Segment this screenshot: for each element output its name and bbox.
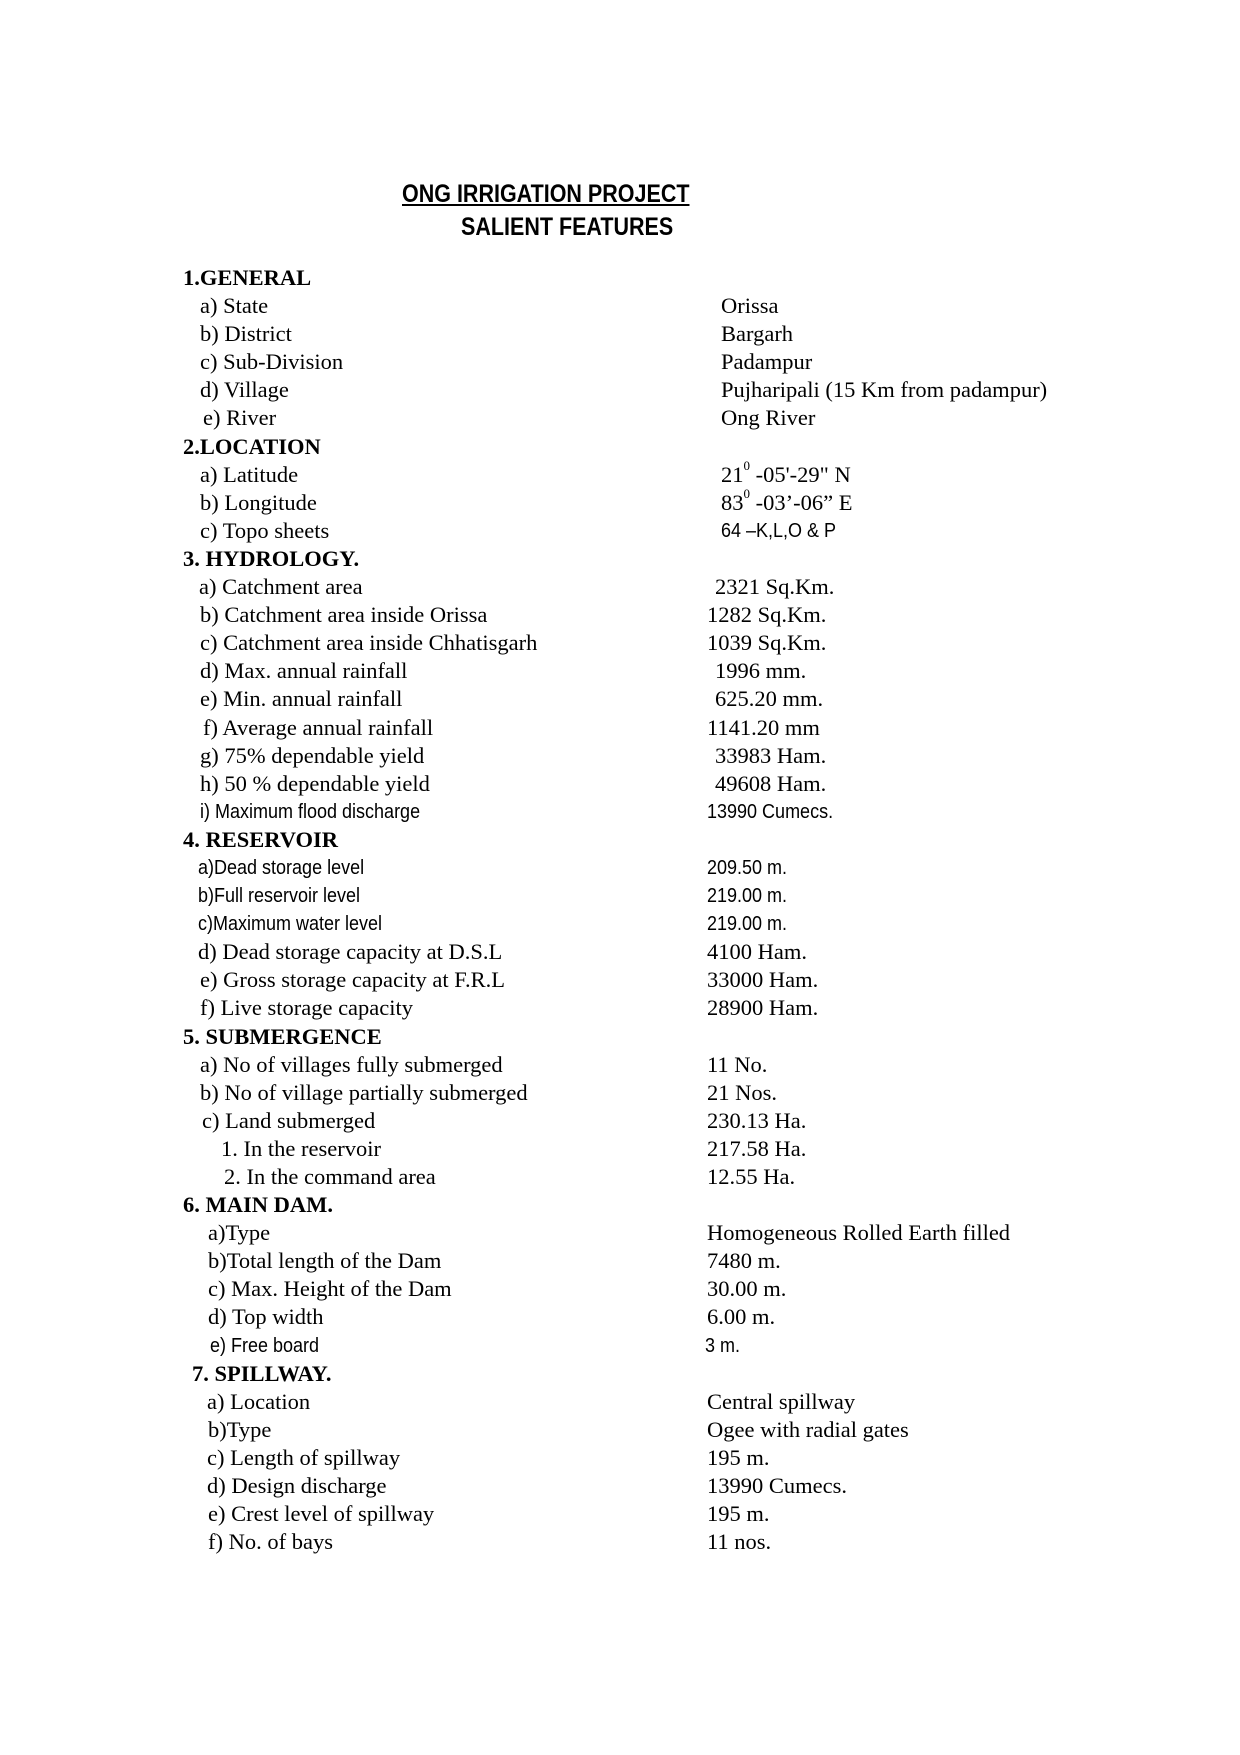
feature-label: f) No. of bays xyxy=(208,1529,333,1555)
section-heading xyxy=(0,1360,1240,1388)
feature-value-text: 209.50 m. xyxy=(707,856,788,879)
feature-value-text: 4100 Ham. xyxy=(707,939,807,965)
feature-value xyxy=(707,938,807,966)
feature-value-text: 219.00 m. xyxy=(707,913,788,936)
feature-label: c) Land submerged xyxy=(202,1107,376,1133)
feature-value xyxy=(707,714,820,742)
feature-value-text: 625.20 mm. xyxy=(715,686,824,712)
feature-value-text: 195 m. xyxy=(707,1444,770,1470)
feature-row xyxy=(0,1500,1240,1528)
feature-row xyxy=(0,1247,1240,1275)
feature-value-text: 33000 Ham. xyxy=(707,967,819,993)
feature-label: c)Maximum water level xyxy=(198,913,383,936)
feature-value-text: 230.13 Ha. xyxy=(707,1107,807,1133)
feature-value-text: Ong River xyxy=(721,405,816,431)
feature-value xyxy=(707,1416,909,1444)
feature-row xyxy=(0,938,1240,966)
feature-value-text: 33983 Ham. xyxy=(715,742,827,768)
feature-row xyxy=(0,1051,1240,1079)
feature-row xyxy=(0,714,1240,742)
feature-value xyxy=(707,966,818,994)
feature-label: e) Free board xyxy=(210,1334,320,1357)
feature-value-text: 217.58 Ha. xyxy=(707,1135,807,1161)
feature-label: b)Type xyxy=(208,1416,272,1442)
feature-value-text: 1141.20 mm xyxy=(707,714,820,740)
feature-value-text: Ogee with radial gates xyxy=(707,1416,909,1442)
feature-value xyxy=(705,1332,740,1360)
feature-value xyxy=(707,629,826,657)
feature-label: d) Dead storage capacity at D.S.L xyxy=(198,939,503,965)
feature-value xyxy=(707,910,787,938)
feature-value xyxy=(707,1219,1010,1247)
feature-label: c) Topo sheets xyxy=(200,517,330,543)
feature-label: a) No of villages fully submerged xyxy=(200,1051,503,1077)
feature-row xyxy=(0,1107,1240,1135)
feature-value-text: Padampur xyxy=(721,349,813,375)
feature-value xyxy=(707,1444,770,1472)
section-heading xyxy=(0,826,1240,854)
feature-label: c) Max. Height of the Dam xyxy=(208,1276,452,1302)
feature-value-text: 12.55 Ha. xyxy=(707,1164,796,1189)
feature-value xyxy=(707,1528,771,1556)
feature-label: b) Catchment area inside Orissa xyxy=(200,602,488,628)
feature-label: a) Catchment area xyxy=(199,574,363,600)
feature-value xyxy=(721,376,1047,404)
feature-value xyxy=(721,486,853,517)
feature-row xyxy=(0,458,1240,489)
feature-row xyxy=(0,601,1240,629)
feature-row xyxy=(0,1388,1240,1416)
feature-value xyxy=(707,1107,806,1135)
feature-value-rest: -03’-06” E xyxy=(750,489,853,515)
feature-value-text: 49608 Ham. xyxy=(715,770,827,796)
feature-value xyxy=(707,1163,795,1191)
feature-value xyxy=(707,1275,786,1303)
feature-label: d) Max. annual rainfall xyxy=(200,658,408,684)
feature-label: 1. In the reservoir xyxy=(221,1135,381,1161)
feature-row xyxy=(0,742,1240,770)
feature-value xyxy=(715,685,823,713)
feature-row xyxy=(0,1416,1240,1444)
feature-row xyxy=(0,404,1240,432)
feature-value xyxy=(721,404,815,432)
feature-row xyxy=(0,1275,1240,1303)
feature-row xyxy=(0,1303,1240,1331)
feature-label: c) Sub-Division xyxy=(200,349,344,375)
document-subtitle: SALIENT FEATURES xyxy=(461,213,674,241)
feature-row xyxy=(0,1472,1240,1500)
feature-label: a) Latitude xyxy=(200,461,299,487)
feature-row xyxy=(0,685,1240,713)
feature-row xyxy=(0,1444,1240,1472)
feature-value xyxy=(707,854,787,882)
feature-label: c) Catchment area inside Chhatisgarh xyxy=(200,630,538,656)
feature-value xyxy=(715,657,806,685)
feature-row xyxy=(0,910,1240,938)
feature-value-text: 21 Nos. xyxy=(707,1079,778,1105)
feature-label: d) Village xyxy=(200,377,289,403)
feature-value-text: 83 xyxy=(721,489,744,515)
feature-value xyxy=(715,573,834,601)
feature-value-rest: -05'-29" N xyxy=(750,461,851,487)
feature-value-text: 7480 m. xyxy=(707,1248,781,1274)
section-heading xyxy=(0,1023,1240,1051)
feature-row xyxy=(0,1219,1240,1247)
feature-row xyxy=(0,1528,1240,1556)
feature-row xyxy=(0,657,1240,685)
feature-value-text: 13990 Cumecs. xyxy=(707,800,834,823)
feature-value-text: 11 No. xyxy=(707,1051,768,1077)
feature-label: a) Location xyxy=(207,1388,311,1414)
degree-superscript: 0 xyxy=(743,458,750,474)
section-title: 5. SUBMERGENCE xyxy=(183,1023,382,1049)
feature-value xyxy=(707,1247,781,1275)
feature-row xyxy=(0,854,1240,882)
feature-value-text: 1282 Sq.Km. xyxy=(707,602,827,628)
feature-label: b) District xyxy=(200,321,292,347)
section-title: 1.GENERAL xyxy=(183,265,312,290)
feature-row xyxy=(0,348,1240,376)
feature-row xyxy=(0,486,1240,517)
section-title: 3. HYDROLOGY. xyxy=(183,545,360,571)
feature-value xyxy=(721,517,836,545)
section-title: 6. MAIN DAM. xyxy=(183,1192,333,1218)
feature-value-text: 1039 Sq.Km. xyxy=(707,630,827,656)
feature-value xyxy=(715,742,826,770)
feature-row xyxy=(0,798,1240,826)
feature-label: b) Longitude xyxy=(200,489,317,515)
feature-value xyxy=(721,458,851,489)
feature-value-text: 30.00 m. xyxy=(707,1276,787,1302)
feature-label: e) Crest level of spillway xyxy=(208,1501,435,1527)
feature-label: i) Maximum flood discharge xyxy=(200,800,421,823)
feature-row xyxy=(0,320,1240,348)
feature-label: b)Full reservoir level xyxy=(198,885,361,908)
section-title: 4. RESERVOIR xyxy=(183,826,339,852)
feature-row xyxy=(0,1135,1240,1163)
feature-label: e) Min. annual rainfall xyxy=(200,686,403,712)
feature-label: a)Dead storage level xyxy=(198,856,365,879)
feature-value xyxy=(707,1135,806,1163)
feature-value-text: 28900 Ham. xyxy=(707,995,819,1021)
feature-value-text: Bargarh xyxy=(721,321,794,347)
feature-value-text: Orissa xyxy=(721,293,779,319)
feature-row xyxy=(0,882,1240,910)
feature-row xyxy=(0,994,1240,1022)
feature-value-text: Homogeneous Rolled Earth filled xyxy=(707,1220,1011,1246)
section-title: 2.LOCATION xyxy=(183,433,321,459)
feature-row xyxy=(0,629,1240,657)
document-title: ONG IRRIGATION PROJECT xyxy=(402,180,690,208)
section-heading xyxy=(0,1191,1240,1219)
feature-value-text: 64 –K,L,O & P xyxy=(721,519,837,542)
feature-row xyxy=(0,1332,1240,1360)
feature-label: a) State xyxy=(200,293,269,319)
feature-value xyxy=(707,1051,767,1079)
feature-value xyxy=(721,320,793,348)
feature-value-text: 6.00 m. xyxy=(707,1304,776,1330)
feature-value xyxy=(707,1472,847,1500)
feature-row xyxy=(0,292,1240,320)
feature-value xyxy=(707,1079,777,1107)
feature-value xyxy=(707,1500,770,1528)
feature-label: f) Live storage capacity xyxy=(200,995,414,1021)
feature-value xyxy=(721,348,812,376)
feature-label: b)Total length of the Dam xyxy=(208,1248,442,1274)
feature-value xyxy=(707,994,818,1022)
feature-value xyxy=(707,1388,855,1416)
feature-value-text: 11 nos. xyxy=(707,1529,772,1555)
feature-label: a)Type xyxy=(208,1220,271,1246)
section-heading xyxy=(0,433,1240,461)
feature-value-text: Central spillway xyxy=(707,1388,856,1414)
feature-value-text: 2321 Sq.Km. xyxy=(715,574,835,600)
section-title: 7. SPILLWAY. xyxy=(192,1360,332,1386)
feature-value-text: 195 m. xyxy=(707,1501,770,1527)
feature-value xyxy=(721,292,779,320)
feature-value xyxy=(707,601,826,629)
feature-label: d) Design discharge xyxy=(207,1473,387,1499)
feature-value xyxy=(715,770,826,798)
feature-value xyxy=(707,882,787,910)
section-heading xyxy=(0,545,1240,573)
feature-row xyxy=(0,573,1240,601)
feature-value xyxy=(707,798,833,826)
feature-row xyxy=(0,376,1240,404)
feature-label: h) 50 % dependable yield xyxy=(200,770,430,796)
feature-row xyxy=(0,1163,1240,1191)
feature-value-text: 21 xyxy=(721,461,744,487)
feature-label: c) Length of spillway xyxy=(207,1444,401,1470)
degree-superscript: 0 xyxy=(743,486,750,502)
feature-label: b) No of village partially submerged xyxy=(200,1079,528,1105)
feature-value-text: 1996 mm. xyxy=(715,658,807,684)
feature-value xyxy=(707,1303,775,1331)
feature-row xyxy=(0,517,1240,545)
feature-value-text: Pujharipali (15 Km from padampur) xyxy=(721,377,1048,403)
feature-label: f) Average annual rainfall xyxy=(203,714,434,740)
feature-value-text: 13990 Cumecs. xyxy=(707,1473,847,1499)
feature-label: e) Gross storage capacity at F.R.L xyxy=(200,967,505,993)
section-heading xyxy=(0,264,1240,292)
feature-row xyxy=(0,966,1240,994)
feature-label: 2. In the command area xyxy=(224,1164,436,1189)
feature-row xyxy=(0,1079,1240,1107)
feature-label: e) River xyxy=(203,405,277,431)
feature-label: g) 75% dependable yield xyxy=(200,742,425,768)
salient-features-list xyxy=(0,264,1240,1556)
feature-value-text: 219.00 m. xyxy=(707,885,788,908)
feature-value-text: 3 m. xyxy=(705,1334,741,1357)
feature-row xyxy=(0,770,1240,798)
feature-label: d) Top width xyxy=(208,1304,324,1330)
